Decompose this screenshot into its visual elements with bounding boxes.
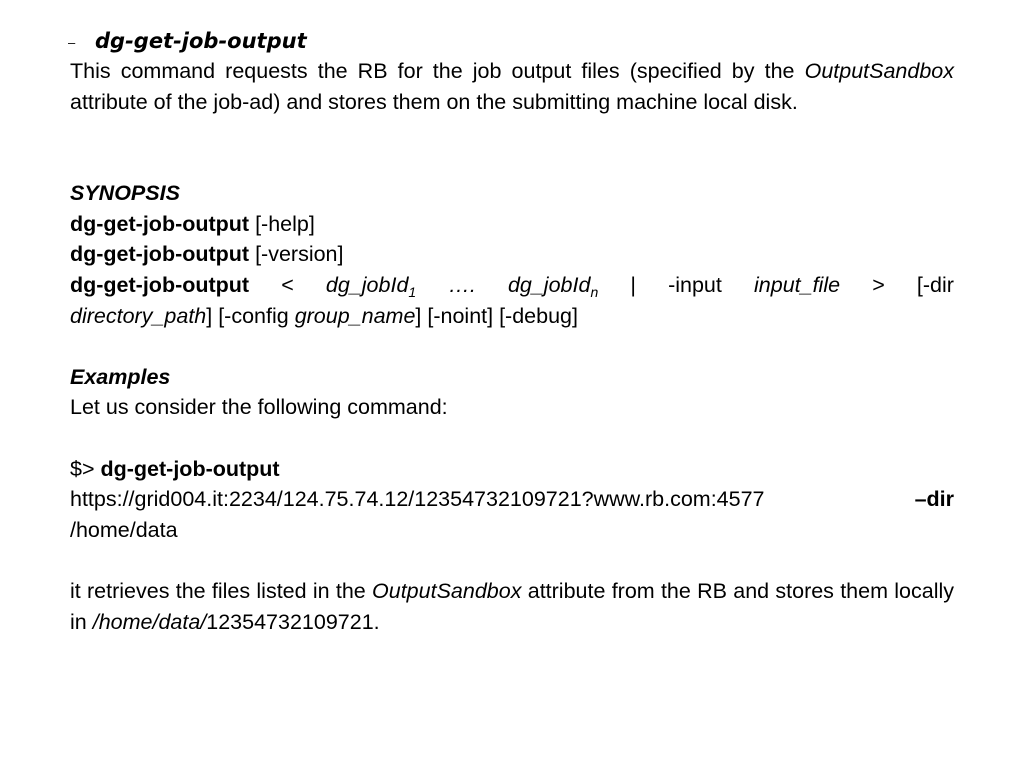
result-paragraph — [70, 576, 954, 637]
command-heading: dg-get-job-output — [95, 29, 307, 53]
synopsis-cmd: dg-get-job-output — [70, 242, 250, 267]
document-page — [70, 26, 954, 637]
synopsis-cmd: dg-get-job-output — [70, 272, 250, 297]
intro-paragraph — [70, 56, 954, 117]
example-dir-value: /home/data — [70, 517, 178, 542]
synopsis-gt: > — [872, 272, 885, 297]
result-text-2: attribute from the RB and stores them locally in — [70, 578, 955, 634]
synopsis-line-help — [70, 209, 954, 240]
result-id: 12354732109721. — [206, 609, 380, 634]
jobid-subscript-n: n — [590, 283, 599, 300]
spacer — [70, 331, 954, 362]
synopsis-pipe: | — [630, 272, 636, 297]
jobid-text: dg_jobId — [325, 272, 409, 297]
result-text-1: it retrieves the files listed in the — [70, 578, 366, 603]
synopsis-ellipsis: …. — [448, 272, 476, 297]
spacer — [70, 545, 954, 576]
synopsis-dir-option: [-dir — [916, 272, 954, 297]
example-url-line — [70, 484, 954, 515]
synopsis-title: SYNOPSIS — [70, 181, 180, 206]
example-prompt-line — [70, 454, 954, 485]
command-heading-line — [70, 26, 954, 56]
synopsis-line-main-cont — [70, 301, 954, 332]
synopsis-tail-options: ] [-noint] [-debug] — [415, 303, 578, 328]
synopsis-input-file: input_file — [754, 272, 841, 297]
synopsis-line-main — [70, 270, 954, 301]
example-prompt: $> — [70, 456, 95, 481]
example-cmd: dg-get-job-output — [100, 456, 280, 481]
synopsis-lt: < — [281, 272, 294, 297]
result-path: /home/data/ — [92, 609, 207, 634]
jobid-text: dg_jobId — [507, 272, 591, 297]
synopsis-jobid-1 — [325, 272, 417, 300]
synopsis-help-option: [-help] — [255, 211, 315, 236]
synopsis-group-name: group_name — [294, 303, 416, 328]
synopsis-config-option: ] [-config — [206, 303, 289, 328]
example-dir-flag: –dir — [914, 487, 954, 512]
synopsis-cmd: dg-get-job-output — [70, 211, 250, 236]
example-url: https://grid004.it:2234/124.75.74.12/12354732109721?www.rb.com:4577 — [70, 487, 765, 512]
jobid-subscript-1: 1 — [408, 283, 417, 300]
result-attr: OutputSandbox — [372, 578, 522, 603]
examples-intro: Let us consider the following command: — [70, 395, 448, 420]
synopsis-directory-path: directory_path — [70, 303, 207, 328]
synopsis-jobid-n — [507, 272, 599, 300]
intro-text-1: This command requests the RB for the job output files (specified by the — [70, 59, 795, 83]
synopsis-line-version — [70, 239, 954, 270]
spacer — [70, 117, 954, 178]
intro-text-2: attribute of the job-ad) and stores them on the submitting machine local disk. — [70, 89, 798, 114]
intro-attr: OutputSandbox — [804, 59, 955, 83]
bullet-dash: – — [68, 35, 76, 50]
examples-title: Examples — [70, 364, 171, 389]
synopsis-version-option: [-version] — [255, 242, 344, 267]
synopsis-input-option: -input — [668, 272, 722, 297]
spacer — [70, 423, 954, 454]
